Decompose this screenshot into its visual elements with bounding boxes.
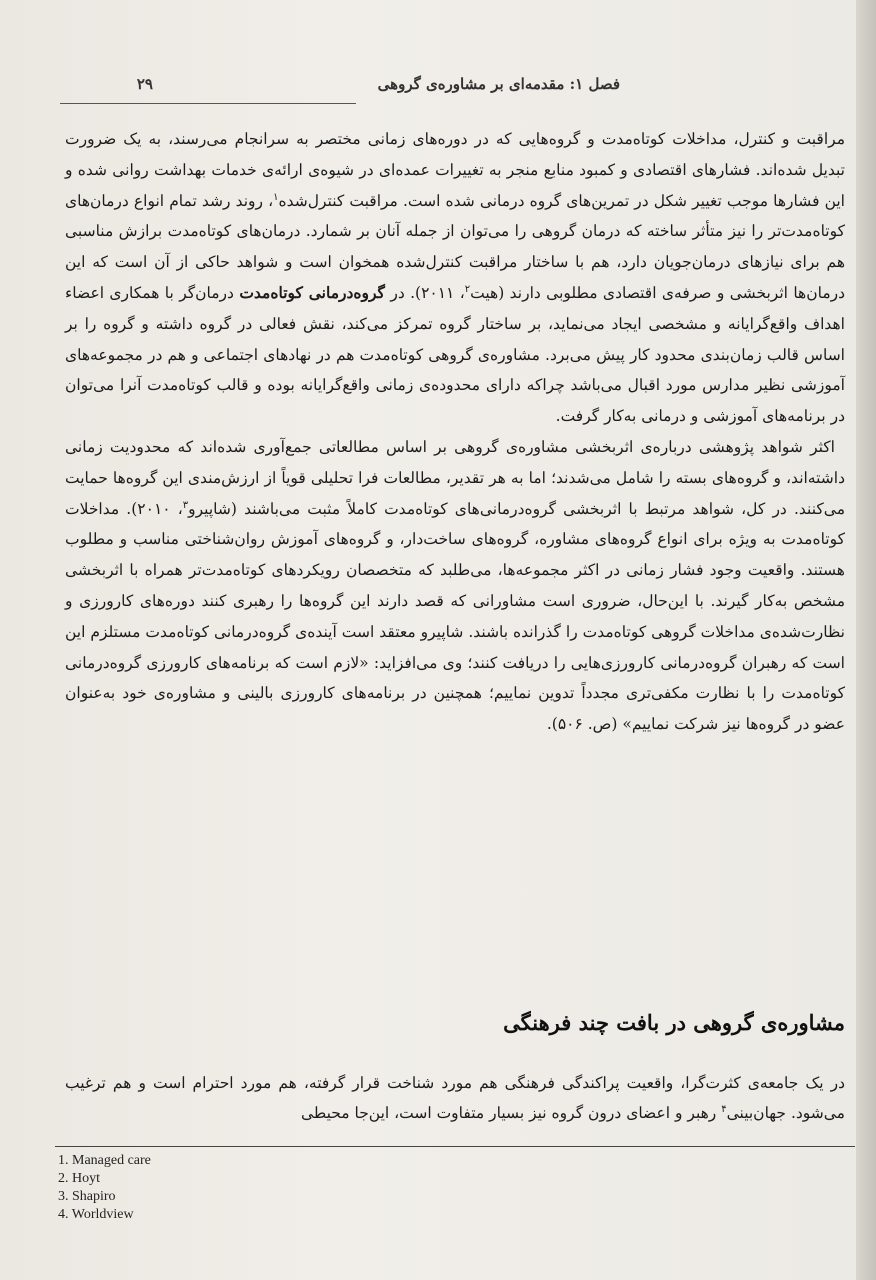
main-text [65,124,845,740]
chapter-title: فصل ۱: مقدمه‌ای بر مشاوره‌ی گروهی [377,75,620,93]
footnotes [58,1152,358,1224]
footnote-marker-2: ۲ [464,283,471,295]
footnote-item: 4. Worldview [58,1207,134,1222]
bold-term: گروه‌درمانی کوتاه‌مدت [239,282,385,302]
footnote-item: 2. Hoyt [58,1171,100,1186]
footnote-marker-3: ۳ [182,499,189,511]
page-edge [856,0,876,1280]
footnote-item: 1. Managed care [58,1153,151,1168]
footnote-rule [55,1146,855,1147]
paragraph-3: در یک جامعه‌ی کثرت‌گرا، واقعیت پراکندگی فرهنگی هم مورد شناخت قرار گرفته، هم مورد احترام است و هم ترغیب می‌شود. جهان‌بینی$^۴$ رهبر و اعضای درون گروه نیز بسیار متفاوت است، این‌جا محیطی [65,1074,845,1122]
footnote-marker-1: ۱ [273,191,279,203]
section-text [65,1068,845,1128]
section-heading: مشاوره‌ی گروهی در بافت چند فرهنگی [503,1010,845,1035]
paragraph-2: اکثر شواهد پژوهشی درباره‌ی اثربخشی مشاوره‌ی گروهی بر اساس مطالعاتی جمع‌آوری شده‌اند که محدودیت زمانی داشته‌اند، و گروه‌های بسته را شامل می‌شدند؛ اما به هر تقدیر، مطالعات فرا تحلیلی قویاً از ارزش‌مندی این گروه‌ها حمایت می‌کنند. در کل، شواهد مرتبط با اثربخشی گروه‌درمانی‌های کوتاه‌مدت کاملاً مثبت می‌باشند (شاپیرو$^۳$، ۲۰۱۰). مداخلات کوتاه‌مدت به ویژه برای انواع گروه‌های مشاوره، گروه‌های ساخت‌دار، و گروه‌های آموزش روان‌شناختی مناسب و مطلوب هستند. واقعیت وجود فشار زمانی در اکثر مجموعه‌ها، می‌طلبد که متخصصان رویکردهای کوتاه‌مدت‌تر همراه با اثربخشی مشخص به‌کار گیرند. با این‌حال، ضروری است مشاورانی که قصد دارند این گروه‌ها را رهبری کنند دوره‌های کارورزی و نظارت‌شده‌ی مداخلات گروهی کوتاه‌مدت را گذرانده باشند. شاپیرو معتقد است آینده‌ی گروه‌درمانی کوتاه‌مدت مستلزم این است که رهبران گروه‌درمانی کارورزی‌هایی را دریافت کنند؛ وی می‌افزاید: «لازم است که برنامه‌های کارورزی گروه‌درمانی کوتاه‌مدت را با نظارت مکفی‌تری مجدداً تدوین نماییم؛ همچنین در برنامه‌های کارورزی بالینی و مشاوره‌ی خود به‌عنوان عضو در گروه‌ها نیز شرکت نماییم» (ص. ۵۰۶). [65,437,845,734]
footnote-item: 3. Shapiro [58,1189,116,1204]
paragraph-1: مراقبت و کنترل، مداخلات کوتاه‌مدت و گروه‌هایی که در دوره‌های زمانی مختصر به سرانجام می‌رسند، به یک ضرورت تبدیل شده‌اند. فشارهای اقتصادی و کمبود منابع منجر به تغییرات عمده‌ای در شیوه‌ی ارائه‌ی خدمات بهداشت روانی شده و این فشارها موجب تغییر شکل در تمرین‌های گروه درمانی شده است. مراقبت کنترل‌شده$^۱$، روند رشد تمام انواع درمان‌های کوتاه‌مدت‌تر را نیز متأثر ساخته که درمان گروهی را می‌توان از جمله آنان بر شمارد. درمان‌های کوتاه‌مدت برازش مناسبی هم برای نیازهای درمان‌جویان دارد، هم با ساختار مراقبت کنترل‌شده همخوان است و شواهد حاکی از آن است که این درمان‌ها اثربخشی و صرفه‌ی اقتصادی مطلوبی دارند (هیت$^۲$، ۲۰۱۱). در گروه‌درمانی کوتاه‌مدت درمان‌گر با همکاری اعضاء اهداف واقع‌گرایانه و مشخصی ایجاد می‌نماید، بر ساختار گروه تمرکز می‌کند، نقش فعالی در گروه داشته و گروه را بر اساس قالب زمان‌بندی محدود کار پیش می‌برد. مشاوره‌ی گروهی کوتاه‌مدت هم در نهادهای اجتماعی و هم در مجموعه‌های آموزشی نظیر مدارس مورد اقبال می‌باشد چراکه دارای محدوده‌ی زمانی واقع‌گرایانه بوده و قالب کوتاه‌مدت آنرا می‌توان در برنامه‌های آموزشی و درمانی به‌کار گرفت. [65,130,846,426]
running-header [60,75,860,103]
page-number: ۲۹ [136,75,153,93]
footnote-marker-4: ۴ [721,1103,727,1115]
header-rule [60,103,356,104]
